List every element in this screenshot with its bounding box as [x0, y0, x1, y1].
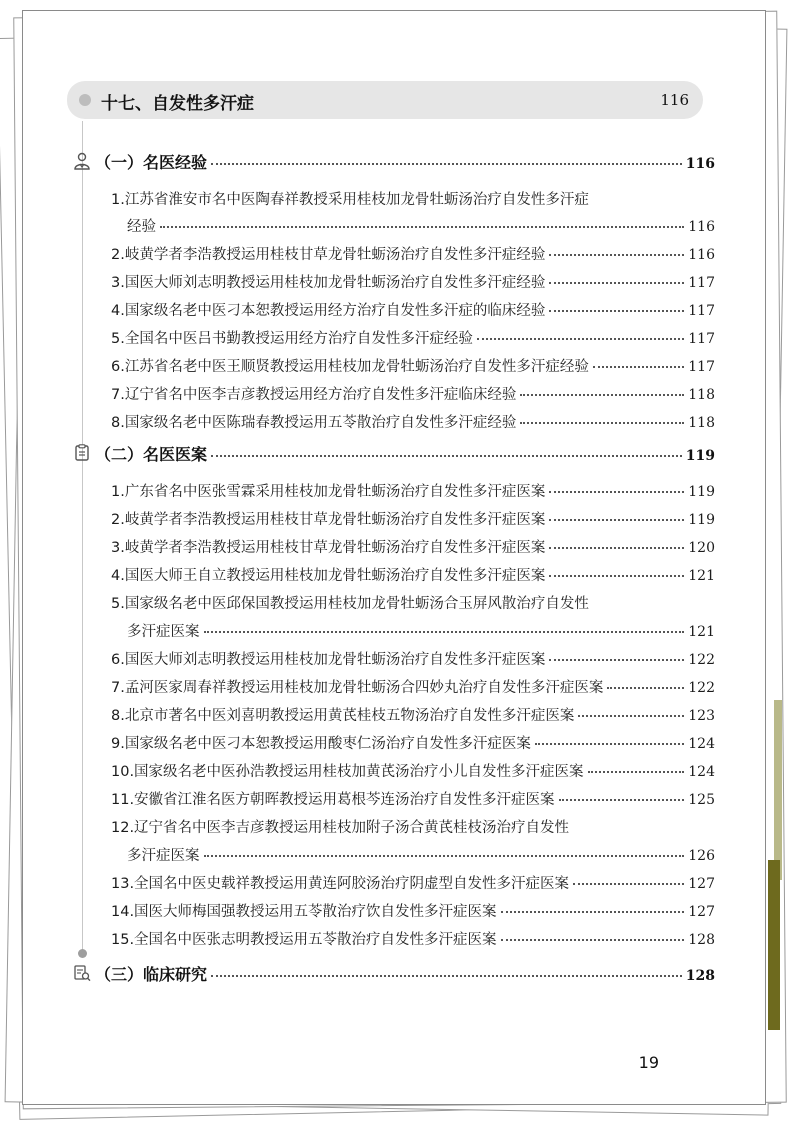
doctor-icon	[73, 152, 91, 170]
toc-item-line1[interactable]: 1.江苏省淮安市名中医陶春祥教授采用桂枝加龙骨牡蛎汤治疗自发性多汗症	[111, 192, 589, 208]
chapter-header	[67, 81, 703, 119]
page-stack-edge	[768, 860, 780, 1030]
toc-item[interactable]: 10.国家级名老中医孙浩教授运用桂枝加黄芪汤治疗小儿自发性多汗症医案 124	[111, 764, 715, 780]
page-number: 19	[638, 1053, 659, 1072]
toc-item[interactable]: 13.全国名中医史载祥教授运用黄连阿胶汤治疗阴虚型自发性多汗症医案 127	[111, 876, 715, 892]
toc-item[interactable]: 7.孟河医家周春祥教授运用桂枝加龙骨牡蛎汤合四妙丸治疗自发性多汗症医案 122	[111, 680, 715, 696]
toc-item[interactable]: 3.岐黄学者李浩教授运用桂枝甘草龙骨牡蛎汤治疗自发性多汗症医案 120	[111, 540, 715, 556]
toc-item[interactable]: 14.国医大师梅国强教授运用五苓散治疗饮自发性多汗症医案 127	[111, 904, 715, 920]
toc-item[interactable]: 6.国医大师刘志明教授运用桂枝加龙骨牡蛎汤治疗自发性多汗症医案 122	[111, 652, 715, 668]
toc-item[interactable]: 8.国家级名老中医陈瑞春教授运用五苓散治疗自发性多汗症经验 118	[111, 415, 715, 431]
toc-item[interactable]: 11.安徽省江淮名医方朝晖教授运用葛根芩连汤治疗自发性多汗症医案 125	[111, 792, 715, 808]
medical-record-icon	[73, 444, 91, 462]
toc-item-line1[interactable]: 5.国家级名老中医邱保国教授运用桂枝加龙骨牡蛎汤合玉屏风散治疗自发性	[111, 596, 589, 612]
toc-item[interactable]: 经验 116	[127, 219, 715, 235]
toc-item[interactable]: 1.广东省名中医张雪霖采用桂枝加龙骨牡蛎汤治疗自发性多汗症医案 119	[111, 484, 715, 500]
toc-item[interactable]: 5.全国名中医吕书勤教授运用经方治疗自发性多汗症经验 117	[111, 331, 715, 347]
toc-item[interactable]: 2.岐黄学者李浩教授运用桂枝甘草龙骨牡蛎汤治疗自发性多汗症经验 116	[111, 247, 715, 263]
toc-item[interactable]: 多汗症医案 121	[127, 624, 715, 640]
toc-item[interactable]: 4.国家级名老中医刁本恕教授运用经方治疗自发性多汗症的临床经验 117	[111, 303, 715, 319]
toc-item[interactable]: 6.江苏省名老中医王顺贤教授运用桂枝加龙骨牡蛎汤治疗自发性多汗症经验 117	[111, 359, 715, 375]
toc-section-experience[interactable]: （一）名医经验 116	[95, 153, 715, 172]
bullet-icon	[79, 94, 91, 106]
toc-item[interactable]: 多汗症医案 126	[127, 848, 715, 864]
toc-item[interactable]: 7.辽宁省名中医李吉彦教授运用经方治疗自发性多汗症临床经验 118	[111, 387, 715, 403]
toc-item[interactable]: 9.国家级名老中医刁本恕教授运用酸枣仁汤治疗自发性多汗症医案 124	[111, 736, 715, 752]
timeline-line	[82, 121, 83, 951]
toc-item[interactable]: 4.国医大师王自立教授运用桂枝加龙骨牡蛎汤治疗自发性多汗症医案 121	[111, 568, 715, 584]
toc-item[interactable]: 2.岐黄学者李浩教授运用桂枝甘草龙骨牡蛎汤治疗自发性多汗症医案 119	[111, 512, 715, 528]
toc-section-research[interactable]: （三）临床研究 128	[95, 965, 715, 984]
timeline-end-dot	[78, 949, 87, 958]
toc-item[interactable]: 15.全国名中医张志明教授运用五苓散治疗自发性多汗症医案 128	[111, 932, 715, 948]
toc-item[interactable]: 8.北京市著名中医刘喜明教授运用黄芪桂枝五物汤治疗自发性多汗症医案 123	[111, 708, 715, 724]
chapter-title: 十七、自发性多汗症	[101, 94, 254, 114]
research-icon	[73, 964, 91, 982]
toc-page	[22, 10, 766, 1105]
toc-section-cases[interactable]: （二）名医医案 119	[95, 445, 715, 464]
toc-item[interactable]: 3.国医大师刘志明教授运用桂枝加龙骨牡蛎汤治疗自发性多汗症经验 117	[111, 275, 715, 291]
chapter-page-number: 116	[660, 91, 689, 109]
toc-item-line1[interactable]: 12.辽宁省名中医李吉彦教授运用桂枝加附子汤合黄芪桂枝汤治疗自发性	[111, 820, 570, 836]
page-stack-edge	[774, 700, 782, 880]
